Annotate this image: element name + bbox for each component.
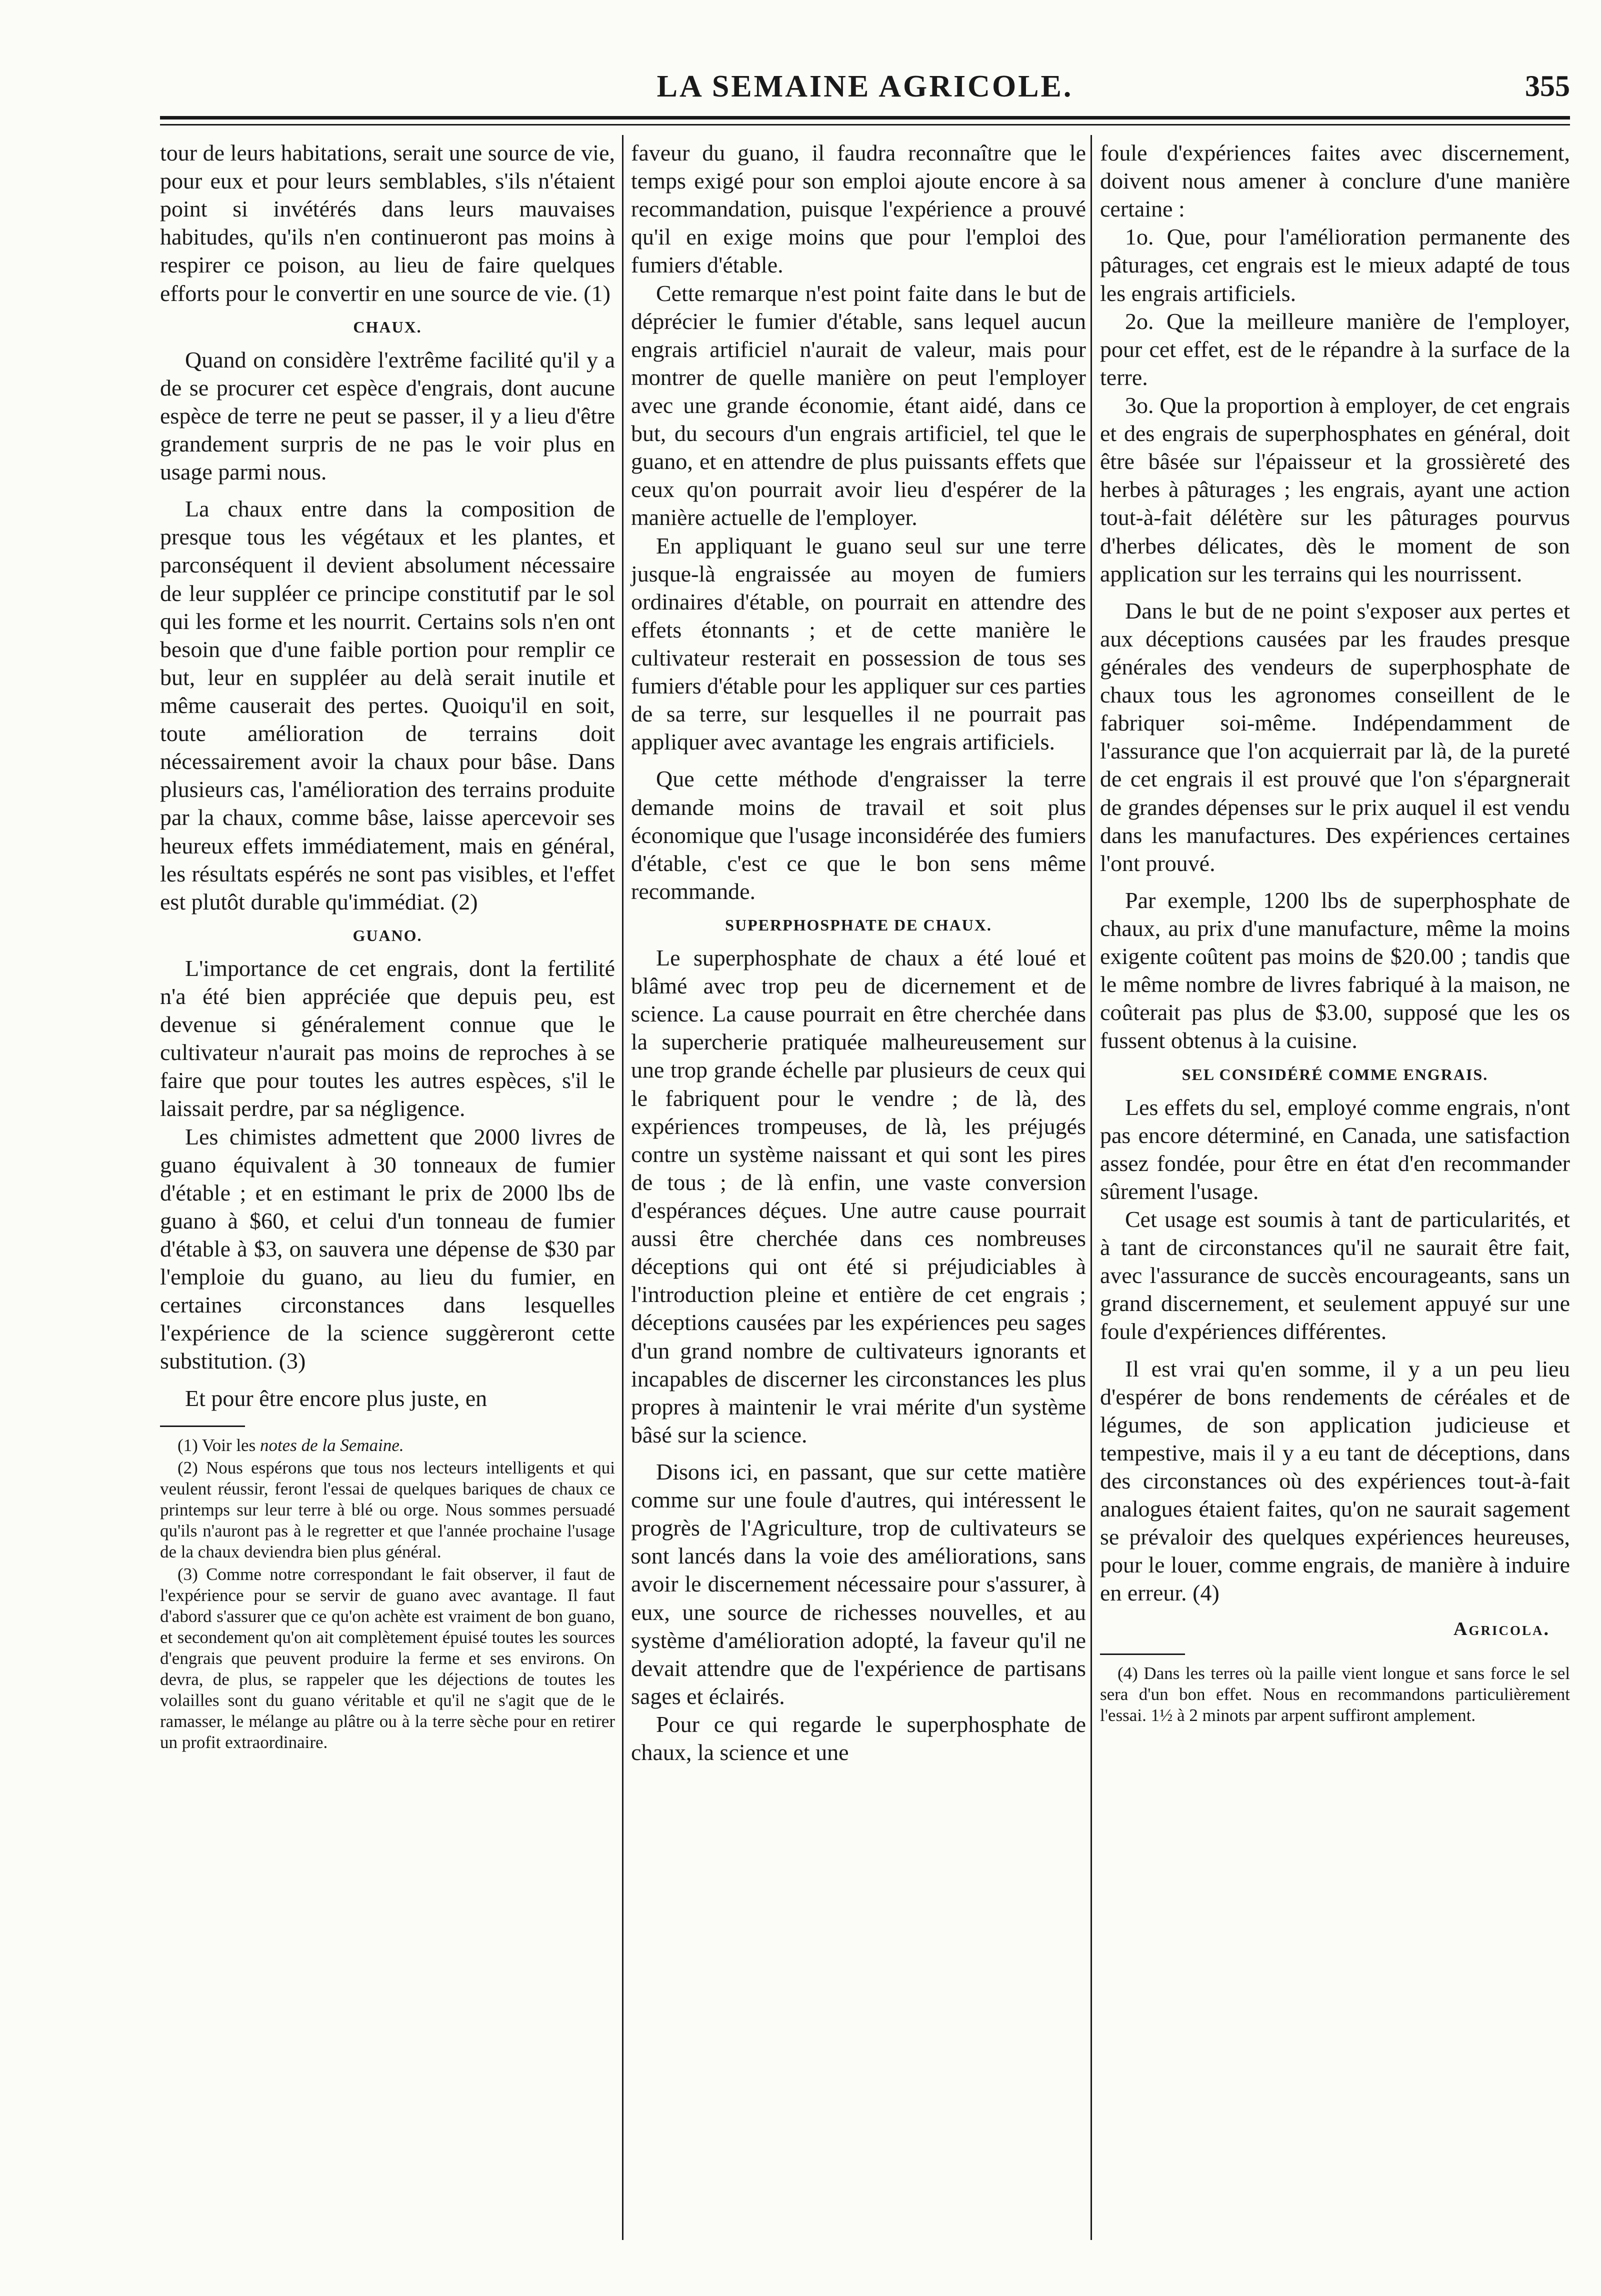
paragraph: 3o. Que la proportion à employer, de cet engrais et des engrais de superphosphates en général, doit être bâsée sur l'épaisseur et la grossièreté des herbes à pâturages ; les engrais, ayant une action tout-à-fait délétère sur les pâturages pourvus d'herbes délicates, dès le moment de son application sur les terrains qui les nourrissent. — [1100, 392, 1570, 586]
footnote-rule — [160, 1426, 245, 1427]
footnote-3: (3) Comme notre correspondant le fait observer, il faut de l'expérience pour se servir de guano avec avantage. Il faut d'abord s'assurer que ce qu'on achète est vraiment de bon guano, et secondement qu'on ait complètement épuisé toutes les sources d'engrais que peuvent produire la ferme et ses environs. On devra, de plus, se rappeler que les déjections de toutes les volailles sont du guano véritable et qu'il ne s'agit que de le ramasser, le mélange au plâtre ou à la terre sèche pour en retirer un profit extraordinaire. — [160, 1564, 615, 1752]
paragraph: Cette remarque n'est point faite dans le but de déprécier le fumier d'étable, sans lequel aucun engrais artificiel n'aurait de valeur, mais pour montrer de quelle manière on peut l'employer avec une grande économie, étant aidé, dans ce but, du secours d'un engrais artificiel, tel que le guano, et en attendre de plus puissants effets que ceux qu'on pourrait avoir lieu d'espérer de la manière actuelle de l'employer. — [631, 280, 1086, 530]
paragraph: La chaux entre dans la composition de presque tous les végétaux et les plantes, et parconséquent il devient absolument nécessaire de leur suppléer ce principe constitutif par le sol qui les forme et les nourrit. Certains sols n'en ont besoin que d'une faible portion pour remplir ce but, leur en suppléer au delà serait inutile et même causerait des pertes. Quoiqu'il en soit, toute amélioration de terrains doit nécessairement avoir la chaux pour bâse. Dans plusieurs cas, l'amélioration des terrains produite par la chaux, comme bâse, laisse apercevoir ses heureux effets immédiatement, mais en général, les résultats espérés ne sont pas visibles, et l'effet est plutôt durable qu'immédiat. (2) — [160, 496, 615, 914]
paragraph: 2o. Que la meilleure manière de l'employer, pour cet effet, est de le répandre à la surface de la terre. — [1100, 308, 1570, 390]
paragraph: tour de leurs habitations, serait une source de vie, pour eux et pour leurs semblables, s'ils n'étaient point si invétérés dans leurs mauvaises habitudes, qu'ils n'en continueront pas moins à respirer ce poison, au lieu de faire quelques efforts pour le convertir en une source de vie. (1) — [160, 140, 615, 306]
column-2 — [631, 139, 1086, 1766]
section-heading-superphosphate: SUPERPHOSPHATE DE CHAUX. — [725, 916, 992, 934]
spacer — [631, 1449, 1086, 1458]
paragraph: Que cette méthode d'engraisser la terre demande moins de travail et soit plus économique que l'usage inconsidérée des fumiers d'étable, c'est ce que le bon sens même recommande. — [631, 766, 1086, 904]
paragraph: Disons ici, en passant, que sur cette matière comme sur une foule d'autres, qui intéressent le progrès de l'Agriculture, trop de cultivateurs se sont lancés dans la voie des améliorations, sans avoir le discernement nécessaire pour s'assurer, à eux, une source de richesses nouvelles, et au système d'amélioration adopté, la faveur qu'il ne devait attendre que de l'expérience de partisans sages et éclairés. — [631, 1458, 1086, 1709]
paragraph: En appliquant le guano seul sur une terre jusque-là engraissée au moyen de fumiers ordinaires d'étable, on pourrait en attendre des effets étonnants ; et de cette manière le cultivateur resterait en possession de tous ses fumiers d'étable pour les appliquer sur ces parties de sa terre, sur lesquelles il ne pourrait pas appliquer avec avantage les engrais artificiels. — [631, 532, 1086, 755]
paragraph: L'importance de cet engrais, dont la fertilité n'a été bien appréciée que depuis peu, est devenue si généralement connue que le cultivateur n'aurait pas moins de reproches à se faire que pour toutes les autres espèces, s'il le laissait perdre, par sa négligence. — [160, 955, 615, 1122]
paragraph: Le superphosphate de chaux a été loué et blâmé avec trop peu de dicernement et de science. La cause pourrait en être cherchée dans la supercherie pratiquée malheureusement sur une trop grande échelle par plusieurs de ceux qui le fabriquent pour le vendre ; de là, des expériences trompeuses, de là, les préjugés contre un système naissant et qui sont les pires de tous ; de là enfin, une vaste conversion d'espérances déçues. Une autre cause pourrait aussi être cherchée dans ces nombreuses déceptions qui ont été si préjudiciables à l'introduction pleine et entière de cet engrais ; déceptions causées par les expériences peu sages d'un grand nombre de cultivateurs ignorants et incapables de discerner les circonstances les plus propres à maintenir le vrai mérite d'un système bâsé sur la science. — [631, 944, 1086, 1448]
spacer — [160, 1376, 615, 1384]
spacer — [1100, 878, 1570, 886]
paragraph: Pour ce qui regarde le superphosphate de chaux, la science et une — [631, 1711, 1086, 1766]
header-rule-thick — [160, 116, 1570, 120]
section-heading-sel: SEL CONSIDÉRÉ COMME ENGRAIS. — [1182, 1065, 1488, 1084]
section-heading-chaux: CHAUX. — [353, 318, 422, 336]
paragraph: 1o. Que, pour l'amélioration permanente des pâturages, cet engrais est le mieux adapté de tous les engrais artificiels. — [1100, 224, 1570, 306]
spacer — [1100, 1346, 1570, 1355]
paragraph: Il est vrai qu'en somme, il y a un peu lieu d'espérer de bons rendements de céréales et de légumes, de son application judicieuse et tempestive, mais il y a eu tant de déceptions, dans des circonstances où des expériences tout-à-fait analogues étaient faites, qu'on ne saurait sagement se prévaloir des quelques expériences heureuses, pour le louer, comme engrais, de manière à induire en erreur. (4) — [1100, 1356, 1570, 1606]
footnote-1 — [160, 1435, 615, 1456]
footnote-1-title: notes de la Semaine. — [260, 1435, 404, 1455]
footnote-1-text: (1) Voir les — [178, 1435, 260, 1455]
spacer — [160, 486, 615, 495]
header-rule-thin — [160, 124, 1570, 126]
footnote-rule — [1100, 1654, 1185, 1655]
spacer — [631, 756, 1086, 765]
column-1 — [160, 139, 615, 1754]
page-number: 355 — [1525, 70, 1570, 102]
running-title: LA SEMAINE AGRICOLE. — [656, 70, 1074, 104]
page-header — [160, 69, 1570, 114]
footnote-4: (4) Dans les terres où la paille vient longue et sans force le sel sera d'un bon effet. Nous en recommandons particulièrement l'essai. 1½ à 2 minots par arpent suffiront amplement. — [1100, 1663, 1570, 1725]
paragraph: faveur du guano, il faudra reconnaître que le temps exigé pour son emploi ajoute encore à sa recommandation, puisque l'expérience a prouvé qu'il en exige moins que pour l'emploi des fumiers d'étable. — [631, 140, 1086, 278]
column-3 — [1100, 139, 1570, 1728]
paragraph: Les chimistes admettent que 2000 livres de guano équivalent à 30 tonneaux de fumier d'étable ; et en estimant le prix de 2000 lbs de guano à $60, et celui d'un tonneau de fumier d'étable à $3, on sauvera une dépense de $30 par l'emploie du guano, au lieu du fumier, en certaines circonstances dans lesquelles l'expérience de la science suggèreront cette substitution. (3) — [160, 1124, 615, 1374]
paragraph: Par exemple, 1200 lbs de superphosphate de chaux, au prix d'une manufacture, même la moins exigente coûtent pas moins de $20.00 ; tandis que le même nombre de livres fabriqué à la maison, ne coûterait pas plus de $3.00, supposé que les os fussent obtenus à la cuisine. — [1100, 887, 1570, 1054]
paragraph: Dans le but de ne point s'exposer aux pertes et aux déceptions causées par les fraudes presque générales des vendeurs de superphosphate de chaux tous les agronomes conseillent de le fabriquer soi-même. Indépendamment de l'assurance que l'on acquierrait par là, de la pureté de cet engrais il est prouvé que l'on s'épargnerait de grandes dépenses sur le prix auquel il est vendu dans les manufactures. Des expériences certaines l'ont prouvé. — [1100, 598, 1570, 876]
paragraph: Et pour être encore plus juste, en — [185, 1385, 488, 1411]
paragraph: Quand on considère l'extrême facilité qu'il y a de se procurer cet espèce d'engrais, dont aucune espèce de terre ne peut se passer, il y a lieu d'être grandement surpris de ne pas le voir plus en usage parmi nous. — [160, 346, 615, 485]
author-signature: Agricola. — [1454, 1618, 1550, 1640]
paragraph: Cet usage est soumis à tant de particularités, et à tant de circonstances qu'il ne saurait être fait, avec l'assurance de succès encourageants, sans un grand discernement, et seulement appuyé sur une foule d'expériences différentes. — [1100, 1206, 1570, 1344]
footnote-2: (2) Nous espérons que tous nos lecteurs intelligents et qui veulent réussir, feront l'essai de quelques bariques de chaux ce printemps sur leur terre à blé ou orge. Nous sommes persuadé qu'ils n'auront pas à le regretter et que l'année prochaine l'usage de la chaux deviendra bien plus général. — [160, 1458, 615, 1562]
spacer — [1100, 588, 1570, 597]
column-divider-2 — [1090, 135, 1092, 2240]
column-divider-1 — [622, 135, 624, 2240]
paragraph: foule d'expériences faites avec discernement, doivent nous amener à conclure d'une manière certaine : — [1100, 140, 1570, 222]
section-heading-guano: GUANO. — [352, 926, 422, 944]
paragraph: Les effets du sel, employé comme engrais, n'ont pas encore déterminé, en Canada, une satisfaction assez fondée, pour être en état d'en recommander sûrement l'usage. — [1100, 1094, 1570, 1204]
